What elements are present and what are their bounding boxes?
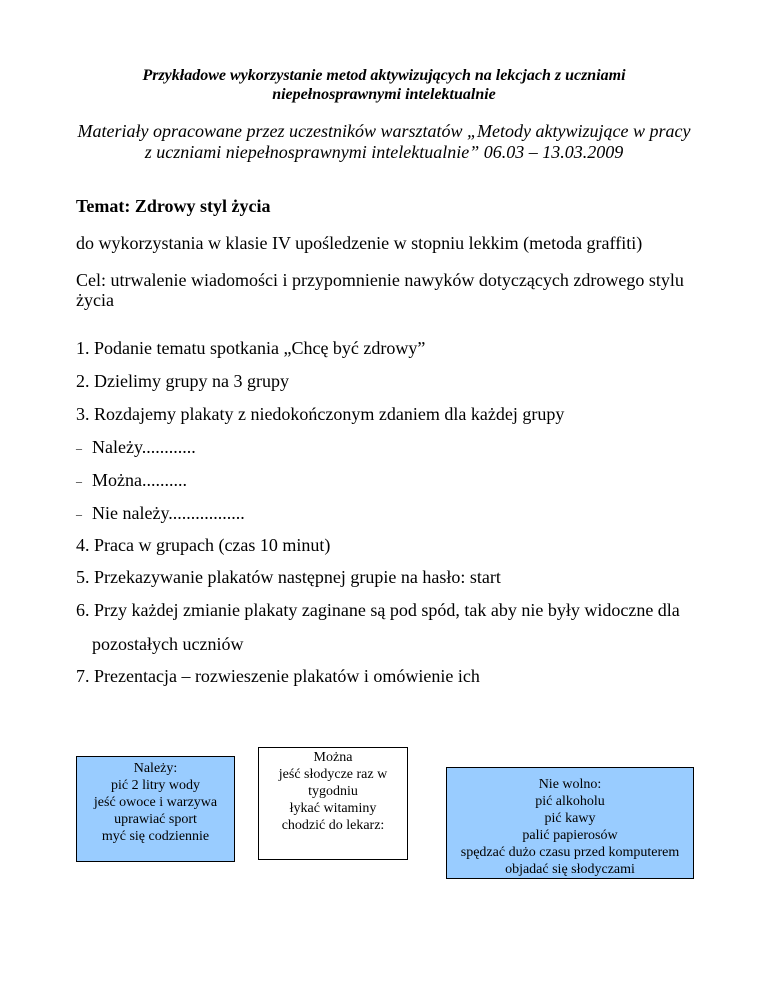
step-6-continued: pozostałych uczniów (92, 634, 244, 654)
step-1: 1. Podanie tematu spotkania „Chcę być zdrowy” (76, 338, 426, 358)
bullet-dash: – (76, 507, 82, 521)
poster-line: Nie wolno: (538, 777, 602, 792)
title-line-2: niepełnosprawnymi intelektualnie (272, 86, 496, 103)
poster-line: spędzać dużo czasu przed komputerem (460, 845, 680, 860)
bullet-dash: – (76, 441, 82, 455)
poster-line: Należy: (133, 761, 178, 776)
goal-line-1: Cel: utrwalenie wiadomości i przypomnienie nawyków dotyczących zdrowego stylu (76, 270, 684, 290)
poster-nalezy (76, 756, 235, 862)
poster-line: chodzić do lekarz: (281, 818, 385, 833)
title-line-1: Przykładowe wykorzystanie metod aktywizujących na lekcjach z uczniami (142, 67, 626, 84)
bullet-dash: – (76, 474, 82, 488)
poster-line: pić 2 litry wody (110, 778, 201, 793)
poster-mozna (258, 747, 408, 860)
bullet-mozna: Można.......... (92, 470, 187, 490)
bullet-nie-nalezy: Nie należy................. (92, 503, 245, 523)
poster-line: jeść owoce i warzywa (93, 795, 218, 810)
goal-line-2: życia (76, 290, 114, 310)
step-4: 4. Praca w grupach (czas 10 minut) (76, 535, 331, 555)
step-3: 3. Rozdajemy plakaty z niedokończonym zdaniem dla każdej grupy (76, 404, 565, 424)
poster-line: palić papierosów (522, 828, 618, 843)
poster-line: jeść słodycze raz w (278, 767, 388, 782)
poster-line: uprawiać sport (114, 812, 197, 827)
lesson-topic: Temat: Zdrowy styl życia (76, 196, 271, 216)
step-7: 7. Prezentacja – rozwieszenie plakatów i omówienie ich (76, 666, 480, 686)
step-5: 5. Przekazywanie plakatów następnej grupie na hasło: start (76, 567, 501, 587)
poster-line: pić alkoholu (535, 794, 605, 809)
poster-line: Można (313, 750, 353, 765)
poster-line: łykać witaminy (289, 801, 377, 816)
lesson-usage: do wykorzystania w klasie IV upośledzenie w stopniu lekkim (metoda graffiti) (76, 233, 643, 253)
subtitle-line-1: Materiały opracowane przez uczestników warsztatów „Metody aktywizujące w pracy (77, 121, 691, 141)
bullet-nalezy: Należy............ (92, 437, 196, 457)
lesson-goal (76, 270, 716, 310)
step-6: 6. Przy każdej zmianie plakaty zaginane są pod spód, tak aby nie były widoczne dla (76, 600, 680, 620)
poster-nie-wolno (446, 767, 694, 879)
poster-line: tygodniu (308, 784, 358, 799)
document-title (60, 66, 708, 104)
poster-line: myć się codziennie (101, 829, 210, 844)
poster-line: pić kawy (544, 811, 596, 826)
step-2: 2. Dzielimy grupy na 3 grupy (76, 371, 289, 391)
subtitle-line-2: z uczniami niepełnosprawnymi intelektualnie” 06.03 – 13.03.2009 (144, 142, 624, 162)
document-subtitle (60, 121, 708, 163)
poster-line: objadać się słodyczami (505, 862, 635, 877)
